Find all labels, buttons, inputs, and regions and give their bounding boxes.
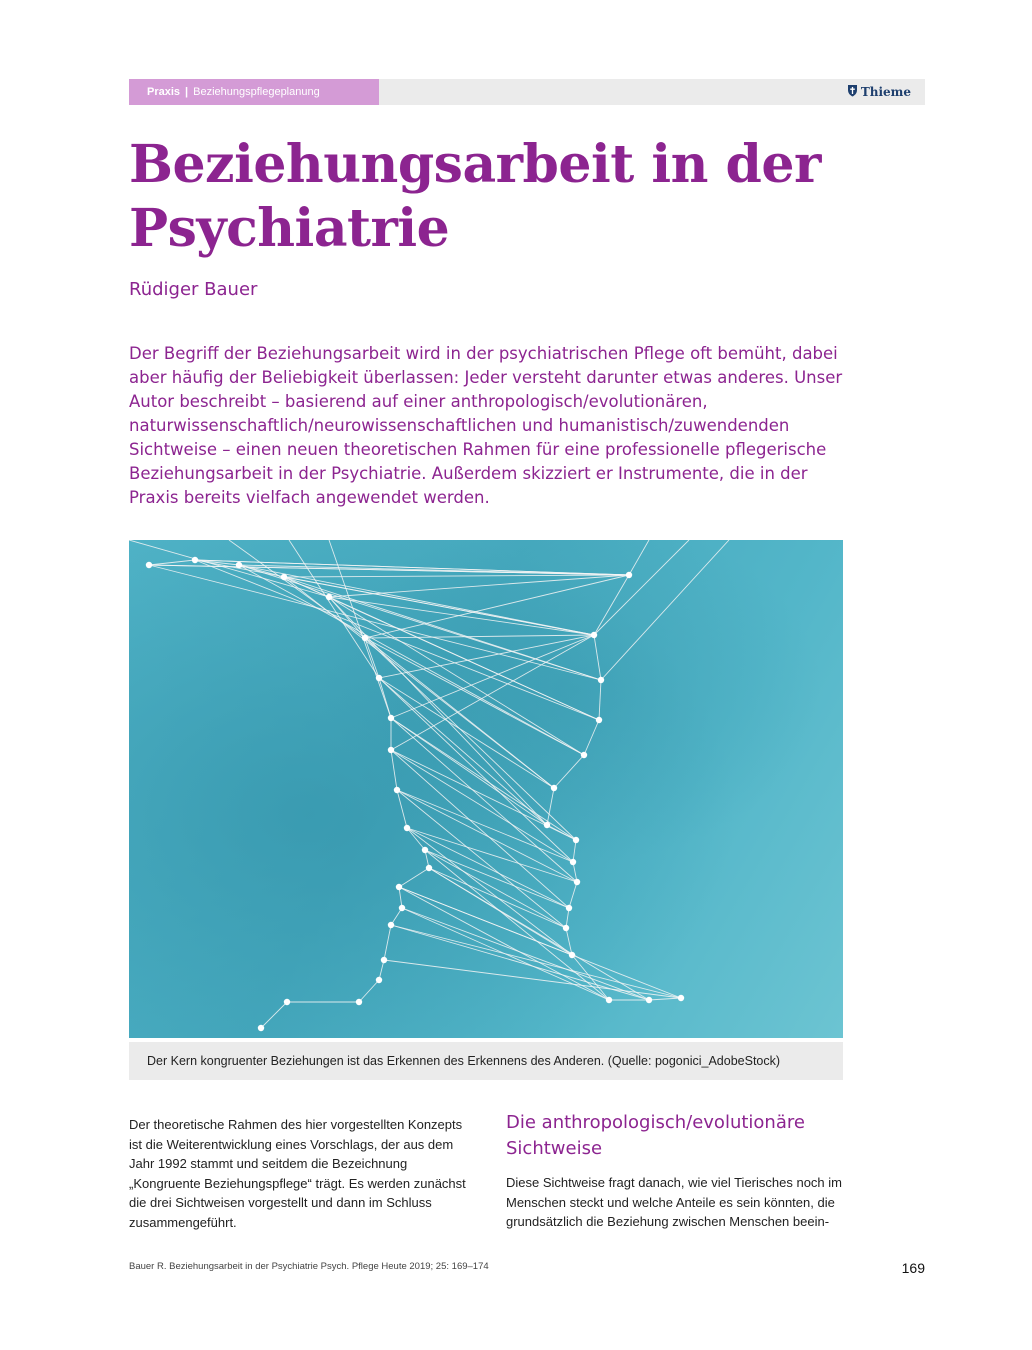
section-separator: | [185, 86, 189, 98]
pin-head [388, 715, 394, 721]
section-paragraph: Diese Sichtweise fragt danach, wie viel Tierisches noch im Menschen steckt und welche Anteile es sein könnten, die grundsätzlich die Beziehung zwischen Menschen beein- [506, 1175, 842, 1229]
pin-head [404, 825, 410, 831]
pin-head [388, 747, 394, 753]
article-author: Rüdiger Bauer [129, 279, 258, 300]
pin-head [626, 572, 632, 578]
string-art-illustration [129, 540, 843, 1038]
pin-head [422, 847, 428, 853]
pin-head [394, 787, 400, 793]
pin-head [426, 865, 432, 871]
pin-head [326, 594, 332, 600]
pin-head [544, 822, 550, 828]
pin-head [574, 879, 580, 885]
intro-paragraph: Der theoretische Rahmen des hier vorgestellten Konzepts ist die Weiterentwicklung eines Vorschlags, der aus dem Jahr 1992 stammt und seitdem die Bezeichnung „Kongruente Beziehungspflege“ trägt. Es werden zunächst die drei Sichtweisen vorgestellt und dann im Schluss zusammengeführt. [129, 1117, 466, 1230]
pin-head [569, 952, 575, 958]
footer-citation: Bauer R. Beziehungsarbeit in der Psychiatrie Psych. Pflege Heute 2019; 25: 169–174 [129, 1261, 489, 1272]
pin-head [388, 922, 394, 928]
pin-head [573, 837, 579, 843]
figure-caption: Der Kern kongruenter Beziehungen ist das Erkennen des Erkennens des Anderen. (Quelle: pogonici_AdobeStock) [129, 1042, 843, 1080]
pin-head [598, 677, 604, 683]
pin-head [606, 997, 612, 1003]
pin-head [678, 995, 684, 1001]
pin-head [376, 977, 382, 983]
pin-head [646, 997, 652, 1003]
article-title: Beziehungsarbeit in der Psychiatrie [129, 134, 821, 259]
article-photo [129, 540, 843, 1038]
pin-head [376, 675, 382, 681]
section-tag [129, 79, 379, 105]
pin-head [284, 999, 290, 1005]
pin-head [399, 905, 405, 911]
pin-head [563, 925, 569, 931]
pin-head [396, 884, 402, 890]
section-heading: Die anthropologisch/evolutionäre Sichtweise [506, 1112, 805, 1159]
pin-head [570, 859, 576, 865]
page-number: 169 [901, 1260, 925, 1276]
pin-head [591, 632, 597, 638]
running-header [129, 79, 925, 105]
section-label: Praxis [147, 86, 181, 98]
pin-head [551, 785, 557, 791]
pin-head [581, 752, 587, 758]
pin-head [381, 957, 387, 963]
pin-head [566, 905, 572, 911]
pin-head [596, 717, 602, 723]
pin-head [362, 635, 368, 641]
pin-head [356, 999, 362, 1005]
pin-head [146, 562, 152, 568]
pin-head [258, 1025, 264, 1031]
publisher-brand [847, 79, 911, 105]
pin-head [236, 562, 242, 568]
thieme-logo-icon [847, 80, 858, 106]
topic-label: Beziehungspflegeplanung [193, 86, 320, 98]
publisher-name: Thieme [860, 85, 911, 99]
article-lead: Der Begriff der Beziehungsarbeit wird in der psychiatrischen Pflege oft bemüht, dabei aber häufig der Beliebigkeit überlassen: Jeder versteht darunter etwas anderes. Unser Autor beschreibt – basierend auf einer anthropologisch/evolutionären, naturwissenschaftlich/neurowissenschaftlichen und humanistisch/zuwendenden Sichtweise – einen neuen theoretischen Rahmen für eine professionelle pflegerische Beziehungsarbeit in der Psychiatrie. Außerdem skizziert er Instrumente, die in der Praxis bereits vielfach angewendet werden. [129, 344, 843, 507]
pin-head [281, 574, 287, 580]
pin-head [192, 557, 198, 563]
